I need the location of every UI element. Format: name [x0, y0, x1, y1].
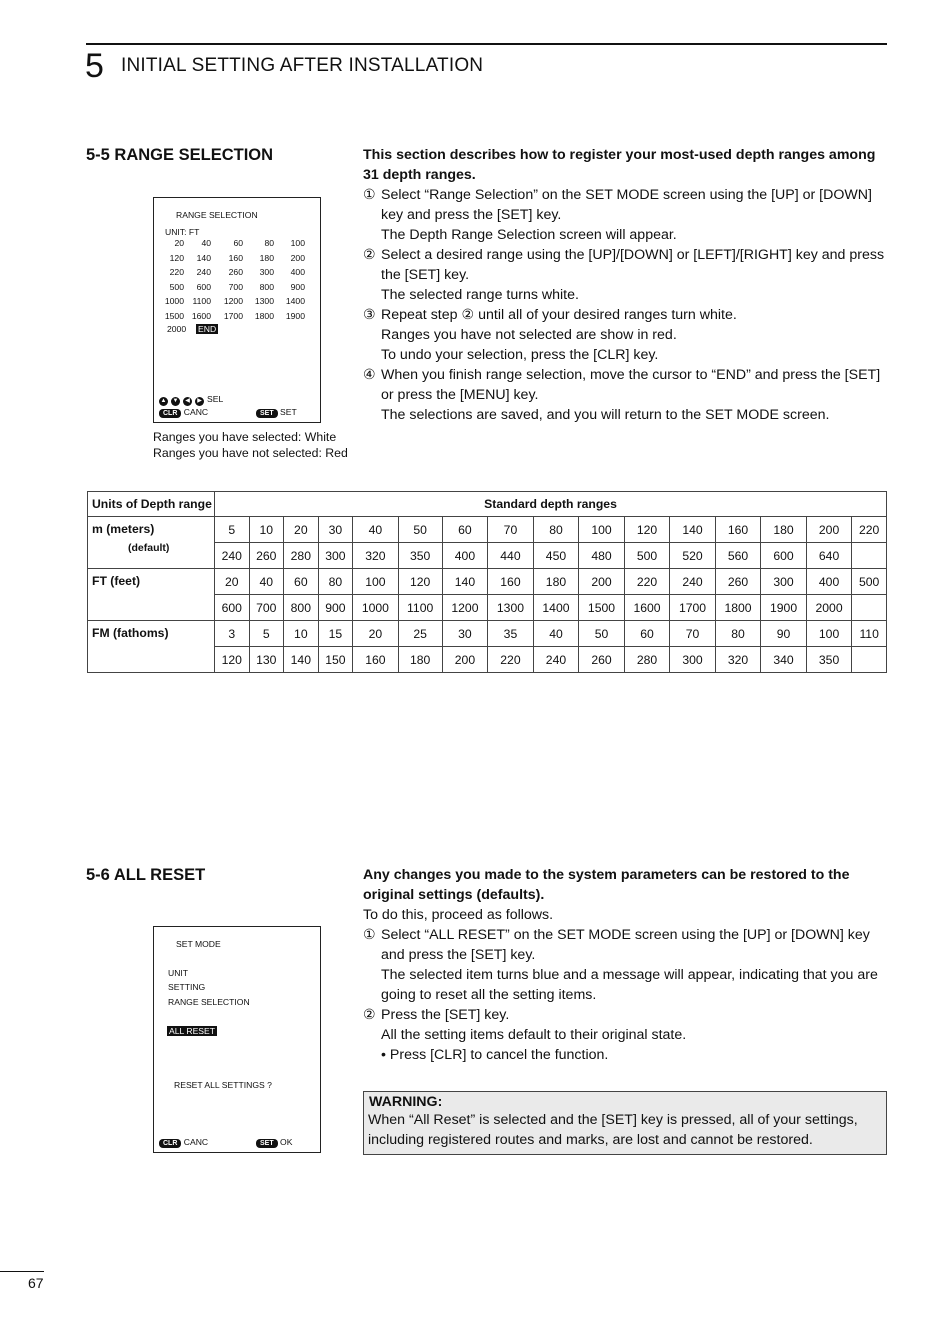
range-cell: 400 [806, 569, 852, 595]
all-reset-steps [363, 925, 886, 1065]
range-cell: 1800 [715, 595, 761, 621]
menu-item-setting[interactable]: SETTING [168, 982, 206, 992]
range-cell: 350 [806, 647, 852, 673]
range-cell: 90 [761, 621, 807, 647]
step-number: ① [363, 927, 376, 943]
range-cell: 640 [806, 543, 852, 569]
units-header: Units of Depth range [88, 492, 215, 517]
range-value[interactable]: 140 [196, 252, 211, 263]
range-cell: 1400 [533, 595, 579, 621]
range-cell: 300 [761, 569, 807, 595]
range-cell: 5 [249, 621, 284, 647]
range-cell: 160 [488, 569, 534, 595]
range-cell: 80 [715, 621, 761, 647]
range-cell: 1200 [442, 595, 488, 621]
range-cell: 130 [249, 647, 284, 673]
range-cell: 60 [624, 621, 670, 647]
range-value[interactable]: 400 [290, 267, 305, 277]
end-cursor[interactable]: END [198, 324, 217, 334]
range-cell: 180 [398, 647, 442, 673]
step-number: ① [363, 187, 376, 203]
range-cell: 300 [318, 543, 353, 569]
range-value[interactable]: 800 [259, 281, 274, 292]
range-cell: 50 [398, 517, 442, 543]
range-cell: 500 [624, 543, 670, 569]
step-line: The selections are saved, and you will return to the SET MODE screen. [381, 407, 830, 423]
step-3 [363, 305, 886, 365]
clr-key-row-2 [159, 1137, 208, 1148]
range-cell: 35 [488, 621, 534, 647]
range-selection-intro: This section describes how to register your most-used depth ranges among 31 depth ranges. [363, 147, 876, 183]
step-line: The selected range turns white. [381, 287, 579, 303]
range-cell: 300 [670, 647, 716, 673]
range-value[interactable]: 260 [228, 267, 243, 277]
range-cell: 15 [318, 621, 353, 647]
clr-key[interactable]: CLR [159, 409, 181, 418]
all-reset-instructions [363, 865, 886, 1065]
range-cell: 140 [284, 647, 319, 673]
set-mode-title: SET MODE [176, 939, 221, 949]
clr-key-row [159, 407, 208, 418]
range-cell: 700 [249, 595, 284, 621]
range-cell: 240 [670, 569, 716, 595]
section-title-all-reset: 5-6 ALL RESET [86, 866, 206, 884]
range-cell [852, 595, 887, 621]
step-number: ④ [363, 367, 376, 383]
range-cell: 30 [442, 621, 488, 647]
range-cell: 100 [353, 569, 399, 595]
range-cell: 600 [761, 543, 807, 569]
range-cell [852, 647, 887, 673]
range-value[interactable]: 300 [259, 267, 274, 277]
chapter-title: INITIAL SETTING AFTER INSTALLATION [121, 55, 484, 76]
range-cell: 240 [533, 647, 579, 673]
step-number: ③ [363, 307, 376, 323]
range-cell: 350 [398, 543, 442, 569]
menu-item-range-selection[interactable]: RANGE SELECTION [168, 997, 250, 1007]
all-reset-lead: To do this, proceed as follows. [363, 907, 554, 923]
page-number: 67 [28, 1275, 44, 1291]
step-1 [363, 185, 886, 245]
menu-item-unit[interactable]: UNIT [168, 968, 189, 978]
step-line: Select “ALL RESET” on the SET MODE screen using the [UP] or [DOWN] key and press the [SET] key. [381, 927, 870, 963]
section-title-range-selection: 5-5 RANGE SELECTION [86, 146, 274, 164]
range-cell: 320 [715, 647, 761, 673]
range-cell: 20 [215, 569, 250, 595]
step-number: ② [363, 1007, 376, 1023]
warning-title: WARNING: [369, 1094, 443, 1110]
screen-caption [153, 429, 348, 461]
range-cell: 120 [624, 517, 670, 543]
step-line: Repeat step ② until all of your desired ranges turn white. [381, 307, 737, 323]
range-cell: 260 [715, 569, 761, 595]
range-value[interactable]: 1100 [192, 296, 211, 306]
range-value[interactable]: 1400 [285, 296, 305, 306]
step-4 [363, 365, 886, 425]
warning-text: When “All Reset” is selected and the [SET] key is pressed, all of your settings, including registered routes and marks, are lost and cannot be restored. [368, 1112, 858, 1148]
range-cell: 100 [579, 517, 625, 543]
range-cell: 140 [670, 517, 716, 543]
canc-label-2: CANC [183, 1137, 209, 1147]
step-2 [363, 1005, 886, 1065]
range-value[interactable]: 20 [174, 238, 184, 248]
canc-label: CANC [183, 407, 209, 417]
range-value[interactable]: 1700 [223, 310, 243, 321]
step-line: The selected item turns blue and a message will appear, indicating that you are going to reset all the setting items. [381, 967, 878, 1003]
range-cell: 3 [215, 621, 250, 647]
depth-range-table [87, 491, 887, 673]
range-cell: 5 [215, 517, 250, 543]
all-reset-intro: Any changes you made to the system parameters can be restored to the original settings (defaults). [363, 867, 850, 903]
warning-box [363, 1091, 887, 1155]
range-cell: 180 [761, 517, 807, 543]
range-cell: 60 [284, 569, 319, 595]
range-cell: 240 [215, 543, 250, 569]
range-cell: 1500 [579, 595, 625, 621]
range-cell: 520 [670, 543, 716, 569]
table-row [88, 569, 887, 595]
step-2 [363, 245, 886, 305]
screen-unit: UNIT: FT [165, 227, 200, 237]
range-cell: 80 [533, 517, 579, 543]
unit-name: m (meters) [92, 522, 155, 536]
unit-name-cell [88, 621, 215, 673]
range-cell: 480 [579, 543, 625, 569]
range-cell: 220 [852, 517, 887, 543]
range-cell: 220 [488, 647, 534, 673]
range-cell: 220 [624, 569, 670, 595]
left-arrow-icon: ◀ [183, 397, 192, 406]
screen-title: RANGE SELECTION [176, 210, 258, 220]
range-cell: 800 [284, 595, 319, 621]
range-value[interactable]: 100 [290, 238, 305, 248]
set-key-row [256, 407, 297, 418]
step-line: • Press [CLR] to cancel the function. [381, 1047, 609, 1063]
range-cell: 70 [670, 621, 716, 647]
set-key-2[interactable]: SET [256, 1139, 278, 1148]
down-arrow-icon: ▼ [172, 398, 179, 404]
range-cell: 150 [318, 647, 353, 673]
range-cell: 70 [488, 517, 534, 543]
table-row [88, 621, 887, 647]
range-value[interactable]: 240 [196, 267, 211, 277]
range-cell: 25 [398, 621, 442, 647]
range-cell: 2000 [806, 595, 852, 621]
nav-keys-row [159, 394, 223, 406]
range-value[interactable]: 900 [290, 281, 305, 292]
range-value-2000: 2000 [167, 324, 187, 334]
page-number-rule [0, 1271, 44, 1272]
unit-default-note: (default) [128, 542, 170, 554]
range-cell: 440 [488, 543, 534, 569]
step-number: ② [363, 247, 376, 263]
range-value[interactable]: 1000 [164, 296, 184, 306]
range-cell: 200 [806, 517, 852, 543]
range-selection-screen [153, 197, 321, 423]
range-cell: 340 [761, 647, 807, 673]
range-value[interactable]: 40 [201, 238, 211, 248]
menu-item-all-reset[interactable]: ALL RESET [169, 1026, 216, 1036]
step-line: When you finish range selection, move the cursor to “END” and press the [SET] or press the [MENU] key. [381, 367, 881, 403]
range-cell: 560 [715, 543, 761, 569]
range-cell: 500 [852, 569, 887, 595]
range-cell: 40 [353, 517, 399, 543]
range-cell: 110 [852, 621, 887, 647]
range-value[interactable]: 1200 [223, 296, 243, 306]
range-value[interactable]: 200 [290, 252, 305, 263]
unit-name: FM (fathoms) [92, 626, 169, 640]
unit-name-cell [88, 569, 215, 621]
chapter-number: 5 [85, 47, 104, 85]
range-cell: 80 [318, 569, 353, 595]
range-cell: 100 [806, 621, 852, 647]
up-arrow-icon: ▲ [160, 398, 167, 404]
range-cell: 160 [715, 517, 761, 543]
range-cell: 200 [442, 647, 488, 673]
range-value[interactable]: 500 [169, 281, 184, 292]
reset-confirm-message: RESET ALL SETTINGS ? [174, 1080, 272, 1090]
unit-name: FT (feet) [92, 574, 141, 588]
step-line: The Depth Range Selection screen will appear. [381, 227, 677, 243]
range-cell: 50 [579, 621, 625, 647]
range-cell: 20 [353, 621, 399, 647]
range-cell: 450 [533, 543, 579, 569]
range-cell: 140 [442, 569, 488, 595]
range-value[interactable]: 1500 [164, 310, 184, 321]
range-value[interactable]: 80 [264, 238, 274, 248]
range-cell: 40 [533, 621, 579, 647]
range-cell: 320 [353, 543, 399, 569]
range-cell: 1000 [353, 595, 399, 621]
ranges-header: Standard depth ranges [215, 492, 887, 517]
range-cell: 1300 [488, 595, 534, 621]
range-value[interactable]: 1900 [285, 310, 305, 321]
range-cell: 30 [318, 517, 353, 543]
range-cell: 600 [215, 595, 250, 621]
range-cell: 20 [284, 517, 319, 543]
range-cell: 10 [284, 621, 319, 647]
range-cell: 260 [579, 647, 625, 673]
range-cell: 400 [442, 543, 488, 569]
unit-name-cell [88, 517, 215, 569]
caption-not-selected: Ranges you have not selected: Red [153, 446, 348, 460]
caption-selected: Ranges you have selected: White [153, 430, 337, 444]
range-cell: 160 [353, 647, 399, 673]
range-cell: 120 [215, 647, 250, 673]
range-value[interactable]: 120 [169, 252, 184, 263]
table-row [88, 517, 887, 543]
range-value[interactable]: 160 [228, 252, 243, 263]
range-cell: 40 [249, 569, 284, 595]
step-line: All the setting items default to their original state. [381, 1027, 687, 1043]
set-label: SET [280, 407, 297, 417]
range-cell: 260 [249, 543, 284, 569]
range-cell: 200 [579, 569, 625, 595]
clr-key-2[interactable]: CLR [159, 1139, 181, 1148]
range-value[interactable]: 60 [233, 238, 243, 248]
range-cell: 900 [318, 595, 353, 621]
set-key[interactable]: SET [256, 409, 278, 418]
range-cell: 120 [398, 569, 442, 595]
right-arrow-icon: ▶ [195, 397, 204, 406]
ok-label: OK [280, 1137, 293, 1147]
sel-label: SEL [207, 394, 224, 404]
step-line: To undo your selection, press the [CLR] key. [381, 347, 659, 363]
range-value[interactable]: 600 [196, 281, 211, 292]
range-cell: 280 [284, 543, 319, 569]
range-selection-instructions [363, 145, 886, 425]
range-cell: 1600 [624, 595, 670, 621]
step-1 [363, 925, 886, 1005]
range-value[interactable]: 180 [259, 252, 274, 263]
range-value[interactable]: 1600 [191, 310, 211, 321]
set-key-row-2 [256, 1137, 292, 1148]
range-value[interactable]: 1300 [254, 296, 274, 306]
range-cell: 60 [442, 517, 488, 543]
range-cell: 280 [624, 647, 670, 673]
range-cell: 180 [533, 569, 579, 595]
range-value[interactable]: 220 [169, 267, 184, 277]
range-cell: 1100 [398, 595, 442, 621]
range-cell: 1700 [670, 595, 716, 621]
table-header-row [88, 492, 887, 517]
range-selection-steps [363, 185, 886, 425]
range-cell: 1900 [761, 595, 807, 621]
step-line: Select “Range Selection” on the SET MODE screen using the [UP] or [DOWN] key and press the [SET] key. [381, 187, 872, 223]
header-rule [86, 43, 887, 45]
step-line: Press the [SET] key. [381, 1007, 510, 1023]
step-line: Select a desired range using the [UP]/[DOWN] or [LEFT]/[RIGHT] key and press the [SET] key. [381, 247, 885, 283]
range-value[interactable]: 700 [228, 281, 243, 292]
set-mode-screen [153, 926, 321, 1153]
range-value[interactable]: 1800 [254, 310, 274, 321]
range-cell: 10 [249, 517, 284, 543]
step-line: Ranges you have not selected are show in red. [381, 327, 677, 343]
range-cell [852, 543, 887, 569]
